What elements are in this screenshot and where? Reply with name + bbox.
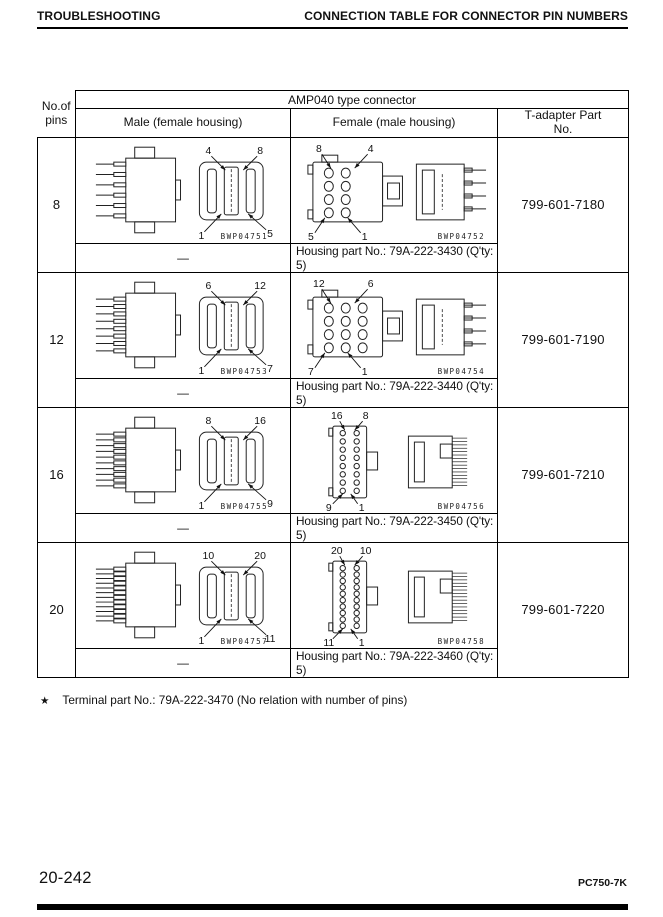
- table-row: [38, 407, 629, 513]
- male-connector-svg: [76, 138, 290, 243]
- header-section-title: TROUBLESHOOTING: [37, 9, 161, 23]
- pin-callout: 7: [307, 366, 314, 378]
- page-header: [37, 0, 628, 29]
- female-housing-part-no: Housing part No.: 79A-222-3440 (Q'ty: 5): [291, 378, 498, 407]
- female-connector-figure: [291, 542, 498, 648]
- pin-callout: 5: [307, 231, 314, 243]
- female-connector-svg: [291, 273, 497, 378]
- female-connector-figure: [291, 272, 498, 378]
- male-connector-svg: [76, 543, 290, 648]
- page-number: 20-242: [39, 869, 92, 887]
- pin-callout: 8: [257, 145, 264, 157]
- pin-callout: 1: [198, 230, 205, 242]
- female-connector-diagram: [291, 543, 497, 648]
- table-title: AMP040 type connector: [76, 91, 629, 109]
- pin-callout: 20: [330, 545, 343, 557]
- figure-code: BWP04758: [437, 636, 485, 646]
- pin-callout: 12: [313, 278, 325, 290]
- pin-callout: 11: [264, 633, 276, 645]
- male-connector-figure: [76, 272, 291, 378]
- table-header-row-2: [38, 109, 629, 138]
- pin-callout: 4: [367, 143, 374, 155]
- male-housing-note: —: [76, 243, 291, 272]
- figure-code: BWP04751: [220, 231, 268, 241]
- male-connector-diagram: [76, 273, 290, 378]
- pin-callout: 8: [362, 410, 369, 422]
- pin-callout: 1: [361, 366, 368, 378]
- pin-callout: 16: [330, 410, 343, 422]
- pin-callout: 1: [358, 637, 365, 648]
- t-adapter-part-no: 799-601-7220: [498, 542, 629, 677]
- pin-callout: 9: [325, 502, 332, 513]
- pin-callout: 11: [323, 637, 335, 648]
- pin-callout: 8: [205, 415, 212, 427]
- male-housing-note: —: [76, 513, 291, 542]
- pin-callout: 1: [198, 365, 205, 377]
- header-chapter-title: CONNECTION TABLE FOR CONNECTOR PIN NUMBERS: [304, 9, 628, 23]
- connector-pin-table: [37, 90, 629, 678]
- footer-bar: [37, 904, 628, 910]
- figure-code: BWP04752: [437, 231, 485, 241]
- pin-callout: 5: [267, 228, 273, 240]
- pin-callout: 1: [358, 502, 365, 513]
- male-housing-note: —: [76, 648, 291, 677]
- male-connector-figure: [76, 407, 291, 513]
- terminal-footnote: [37, 693, 628, 707]
- male-connector-diagram: [76, 543, 290, 648]
- male-connector-figure: [76, 137, 291, 243]
- pin-callout: 4: [205, 145, 212, 157]
- col-header-tadapter: [498, 109, 629, 138]
- male-connector-diagram: [76, 138, 290, 243]
- pins-count: 12: [38, 272, 76, 407]
- male-connector-svg: [76, 273, 290, 378]
- pin-callout: 10: [359, 545, 372, 557]
- table-row: [38, 542, 629, 648]
- t-adapter-part-no: 799-601-7210: [498, 407, 629, 542]
- female-connector-figure: [291, 137, 498, 243]
- terminal-footnote-text: Terminal part No.: 79A-222-3470 (No relation with number of pins): [62, 692, 408, 707]
- table-row: [38, 137, 629, 243]
- male-housing-note: —: [76, 378, 291, 407]
- female-housing-part-no: Housing part No.: 79A-222-3450 (Q'ty: 5): [291, 513, 498, 542]
- female-connector-svg: [291, 138, 497, 243]
- male-connector-svg: [76, 408, 290, 513]
- female-connector-svg: [291, 408, 497, 513]
- pins-count: 8: [38, 137, 76, 272]
- star-icon: ★: [40, 694, 50, 707]
- table-row: [38, 272, 629, 378]
- female-connector-diagram: [291, 273, 497, 378]
- col-header-male: Male (female housing): [76, 109, 291, 138]
- pin-callout: 10: [202, 550, 215, 562]
- col-header-female: Female (male housing): [291, 109, 498, 138]
- figure-code: BWP04755: [220, 501, 268, 511]
- pin-callout: 20: [254, 550, 266, 562]
- pin-callout: 16: [254, 415, 266, 427]
- pin-callout: 12: [254, 280, 266, 292]
- female-housing-part-no: Housing part No.: 79A-222-3460 (Q'ty: 5): [291, 648, 498, 677]
- pin-callout: 1: [361, 231, 368, 243]
- figure-code: BWP04754: [437, 366, 485, 376]
- female-connector-figure: [291, 407, 498, 513]
- male-connector-figure: [76, 542, 291, 648]
- col-header-tadapter-label: T-adapter Part No.: [524, 108, 602, 136]
- male-connector-diagram: [76, 408, 290, 513]
- col-header-pins: No.of pins: [38, 91, 76, 138]
- table-header-row-1: [38, 91, 629, 109]
- figure-code: BWP04757: [220, 636, 268, 646]
- t-adapter-part-no: 799-601-7190: [498, 272, 629, 407]
- pin-callout: 8: [315, 143, 322, 155]
- pins-count: 20: [38, 542, 76, 677]
- model-code: PC750-7K: [577, 877, 627, 889]
- pin-callout: 7: [267, 363, 273, 375]
- t-adapter-part-no: 799-601-7180: [498, 137, 629, 272]
- pins-count: 16: [38, 407, 76, 542]
- female-connector-svg: [291, 543, 497, 648]
- figure-code: BWP04753: [220, 366, 268, 376]
- female-connector-diagram: [291, 408, 497, 513]
- pin-callout: 6: [205, 280, 212, 292]
- pin-callout: 9: [267, 498, 273, 510]
- pin-callout: 1: [198, 635, 205, 647]
- female-housing-part-no: Housing part No.: 79A-222-3430 (Q'ty: 5): [291, 243, 498, 272]
- pin-callout: 6: [367, 278, 374, 290]
- pin-callout: 1: [198, 500, 205, 512]
- female-connector-diagram: [291, 138, 497, 243]
- figure-code: BWP04756: [437, 501, 485, 511]
